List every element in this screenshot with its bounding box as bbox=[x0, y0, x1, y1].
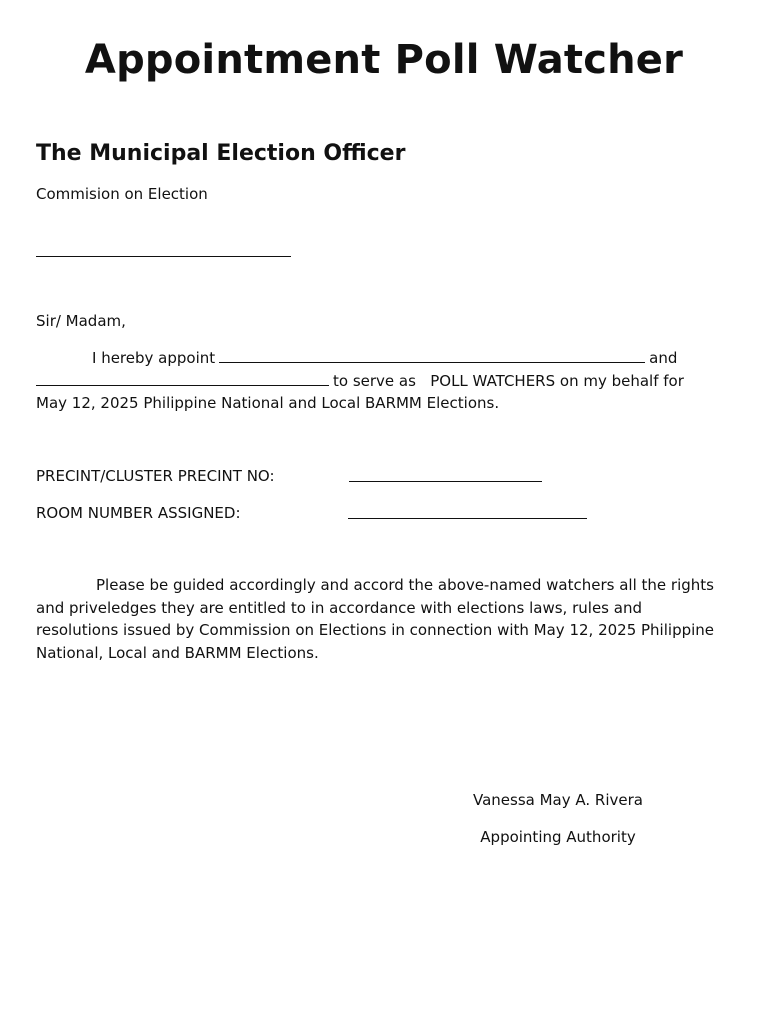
salutation: Sir/ Madam, bbox=[36, 312, 126, 330]
appoint-connector-text: and bbox=[649, 349, 678, 367]
address-blank-line[interactable] bbox=[36, 256, 291, 257]
guidance-text: Please be guided accordingly and accord the above-named watchers all the rights and priveledges they are entitled to in accordance with elections laws, rules and resolutions issued by Commission on Elections in connection with May 12, 2025 Philippine National, Local and BARMM Elections. bbox=[36, 576, 715, 662]
organization-line: Commision on Election bbox=[36, 185, 208, 203]
precinct-label: PRECINT/CLUSTER PRECINT NO: bbox=[36, 467, 275, 485]
addressee-heading: The Municipal Election Officer bbox=[36, 141, 406, 166]
watcher-name-blank-2[interactable] bbox=[36, 371, 329, 386]
room-field-row bbox=[36, 502, 736, 526]
signatory-title: Appointing Authority bbox=[480, 827, 636, 846]
guidance-paragraph bbox=[36, 574, 726, 664]
appoint-tail-text-1: to serve as POLL WATCHERS on my behalf for bbox=[333, 371, 684, 390]
signature-block bbox=[448, 789, 668, 848]
precinct-field-row bbox=[36, 465, 736, 489]
room-blank-line[interactable] bbox=[348, 518, 587, 519]
room-label: ROOM NUMBER ASSIGNED: bbox=[36, 504, 241, 522]
appointment-paragraph bbox=[36, 347, 726, 415]
appoint-lead-text: I hereby appoint bbox=[92, 349, 216, 367]
document-title: Appointment Poll Watcher bbox=[84, 37, 684, 83]
precinct-blank-line[interactable] bbox=[349, 481, 542, 482]
watcher-name-blank-1[interactable] bbox=[219, 348, 645, 363]
appoint-tail-text-2: May 12, 2025 Philippine National and Local BARMM Elections. bbox=[36, 394, 500, 412]
signatory-name: Vanessa May A. Rivera bbox=[473, 791, 643, 809]
